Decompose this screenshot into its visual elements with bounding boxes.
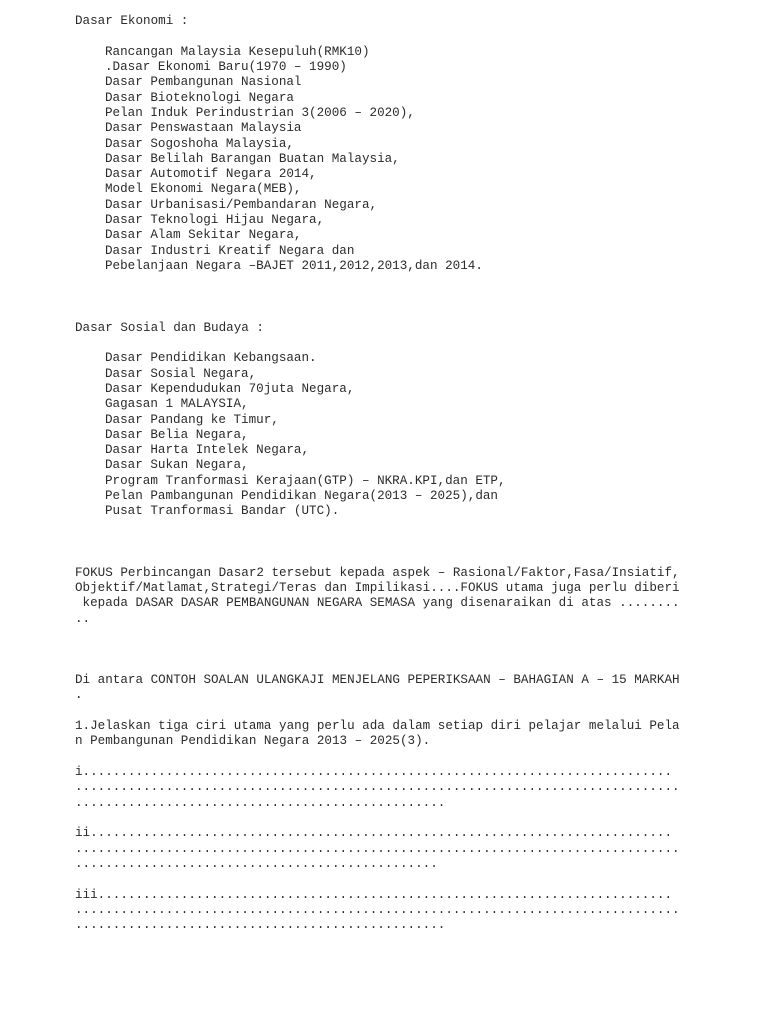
heading-dasar-ekonomi: Dasar Ekonomi : — [75, 14, 189, 28]
list-item: Dasar Urbanisasi/Pembandaran Negara, — [105, 198, 378, 212]
list-item: Dasar Sosial Negara, — [105, 367, 257, 381]
fokus-paragraph-line: .. — [75, 612, 91, 626]
list-item: Dasar Belilah Barangan Buatan Malaysia, — [105, 152, 400, 166]
list-item: Dasar Industri Kreatif Negara dan — [105, 244, 355, 258]
answer-line-i: i.............................................................................. — [75, 765, 673, 779]
list-item: Dasar Belia Negara, — [105, 428, 249, 442]
list-item: Pelan Induk Perindustrian 3(2006 – 2020), — [105, 106, 415, 120]
question-1: 1.Jelaskan tiga ciri utama yang perlu ada dalam setiap diri pelajar melalui Pela — [75, 719, 680, 733]
answer-line-i: ................................................. — [75, 796, 446, 810]
list-item: Dasar Bioteknologi Negara — [105, 91, 294, 105]
contoh-soalan-heading: Di antara CONTOH SOALAN ULANGKAJI MENJELANG PEPERIKSAAN – BAHAGIAN A – 15 MARKAH — [75, 673, 680, 687]
list-item: Dasar Teknologi Hijau Negara, — [105, 213, 325, 227]
fokus-paragraph-line: kepada DASAR DASAR PEMBANGUNAN NEGARA SEMASA yang disenaraikan di atas ........ — [75, 596, 680, 610]
answer-line-i: ................................................................................ — [75, 780, 680, 794]
answer-line-iii: iii............................................................................ — [75, 888, 673, 902]
answer-line-ii: ii............................................................................. — [75, 826, 673, 840]
list-item: Dasar Pembangunan Nasional — [105, 75, 302, 89]
heading-dasar-sosial: Dasar Sosial dan Budaya : — [75, 321, 264, 335]
fokus-paragraph-line: Objektif/Matlamat,Strategi/Teras dan Impilikasi....FOKUS utama juga perlu diberi — [75, 581, 680, 595]
list-item: Dasar Pandang ke Timur, — [105, 413, 279, 427]
list-item: Dasar Harta Intelek Negara, — [105, 443, 310, 457]
list-item: Rancangan Malaysia Kesepuluh(RMK10) — [105, 45, 370, 59]
list-item: Gagasan 1 MALAYSIA, — [105, 397, 249, 411]
list-item: Dasar Automotif Negara 2014, — [105, 167, 317, 181]
list-item: Pelan Pambangunan Pendidikan Negara(2013 – 2025),dan — [105, 489, 498, 503]
list-item: Model Ekonomi Negara(MEB), — [105, 182, 302, 196]
question-1: n Pembangunan Pendidikan Negara 2013 – 2025(3). — [75, 734, 431, 748]
list-item: Dasar Penswastaan Malaysia — [105, 121, 302, 135]
fokus-paragraph-line: FOKUS Perbincangan Dasar2 tersebut kepada aspek – Rasional/Faktor,Fasa/Insiatif, — [75, 566, 680, 580]
list-item: Dasar Sogoshoha Malaysia, — [105, 137, 294, 151]
list-item: Program Tranformasi Kerajaan(GTP) – NKRA.KPI,dan ETP, — [105, 474, 506, 488]
list-item: Pebelanjaan Negara –BAJET 2011,2012,2013,dan 2014. — [105, 259, 483, 273]
answer-line-iii: ................................................................................ — [75, 903, 680, 917]
answer-line-ii: ................................................ — [75, 857, 438, 871]
list-item: Dasar Alam Sekitar Negara, — [105, 228, 302, 242]
answer-line-ii: ................................................................................ — [75, 842, 680, 856]
answer-line-iii: ................................................. — [75, 918, 446, 932]
list-item: .Dasar Ekonomi Baru(1970 – 1990) — [105, 60, 347, 74]
list-item: Dasar Pendidikan Kebangsaan. — [105, 351, 317, 365]
list-item: Dasar Kependudukan 70juta Negara, — [105, 382, 355, 396]
list-item: Pusat Tranformasi Bandar (UTC). — [105, 504, 340, 518]
contoh-soalan-heading: . — [75, 688, 83, 702]
list-item: Dasar Sukan Negara, — [105, 458, 249, 472]
